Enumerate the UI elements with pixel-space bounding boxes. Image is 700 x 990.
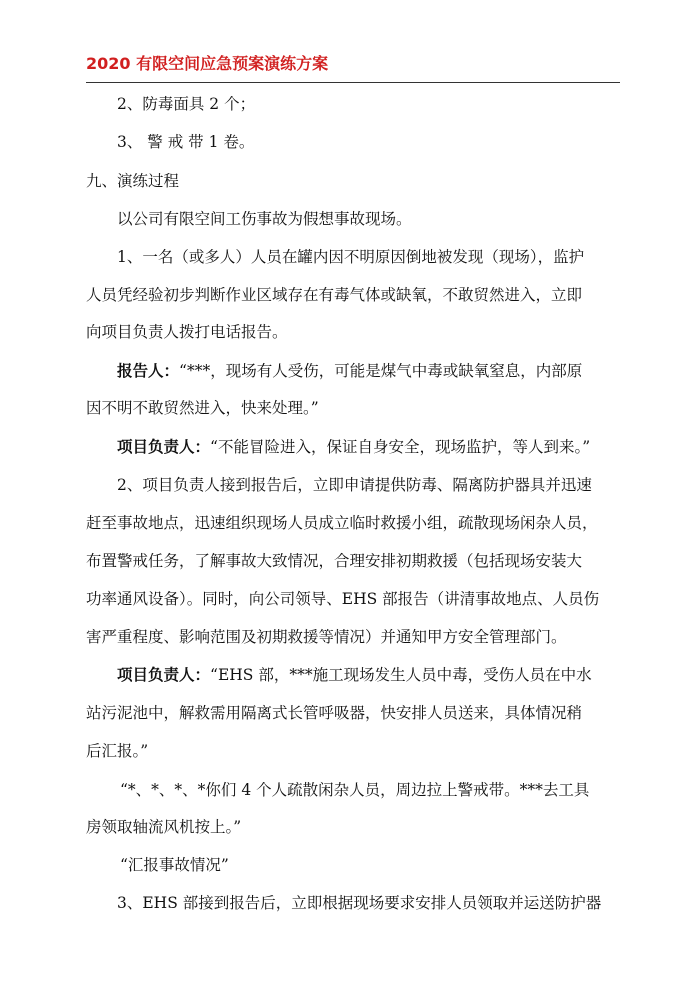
paragraph-2-line-5: 害严重程度、影响范围及初期救援等情况）并通知甲方安全管理部门。 xyxy=(86,628,567,646)
pm-message-line-1 xyxy=(117,665,592,685)
pm-message-line-2: 站污泥池中，解救需用隔离式长管呼吸器，快安排人员送来，具体情况稍 xyxy=(86,704,583,722)
reporter-dialogue-line-1 xyxy=(117,361,582,381)
pm-label: 项目负责人： xyxy=(117,437,211,456)
pm-message-line-3: 后汇报。” xyxy=(86,742,149,760)
paragraph-1-line-1: 1、一名（或多人）人员在罐内因不明原因倒地被发现（现场），监护 xyxy=(117,248,585,266)
reporter-speech: “***，现场有人受伤，可能是煤气中毒或缺氧窒息，内部原 xyxy=(179,362,583,380)
document-header-title: 2020 有限空间应急预案演练方案 xyxy=(86,54,329,73)
reporter-label: 报告人： xyxy=(117,361,180,380)
pm-reply-speech: “不能冒险进入，保证自身安全，现场监护，等人到来。” xyxy=(210,438,591,456)
paragraph-3-line-1: 3、EHS 部接到报告后，立即根据现场要求安排人员领取并运送防护器 xyxy=(117,894,602,912)
drill-intro: 以公司有限空间工伤事故为假想事故现场。 xyxy=(117,210,412,228)
paragraph-2-line-1: 2、项目负责人接到报告后，立即申请提供防毒、隔离防护器具并迅速 xyxy=(117,476,592,494)
equipment-item-2: 2、防毒面具 2 个； xyxy=(117,95,256,113)
paragraph-1-line-2: 人员凭经验初步判断作业区域存在有毒气体或缺氧，不敢贸然进入，立即 xyxy=(86,286,583,304)
pm-label-2: 项目负责人： xyxy=(117,665,211,684)
pm-message-speech: “EHS 部，***施工现场发生人员中毒，受伤人员在中水 xyxy=(210,666,592,684)
equipment-item-3: 3、 警 戒 带 1 卷。 xyxy=(117,133,255,151)
paragraph-2-line-2: 赶至事故地点，迅速组织现场人员成立临时救援小组，疏散现场闲杂人员， xyxy=(86,514,598,532)
paragraph-1-line-3: 向项目负责人拨打电话报告。 xyxy=(86,323,288,341)
paragraph-2-line-4: 功率通风设备）。同时，向公司领导、EHS 部报告（讲清事故地点、人员伤 xyxy=(86,590,600,608)
pm-reply xyxy=(117,437,590,457)
header-divider xyxy=(86,82,620,83)
paragraph-2-line-3: 布置警戒任务，了解事故大致情况，合理安排初期救援（包括现场安装大 xyxy=(86,552,583,570)
report-status-quote: “汇报事故情况” xyxy=(120,856,229,874)
section-heading-9: 九、演练过程 xyxy=(86,172,180,190)
instruction-line-1: “*、*、*、*你们 4 个人疏散闲杂人员，周边拉上警戒带。***去工具 xyxy=(120,781,590,799)
instruction-line-2: 房领取轴流风机按上。” xyxy=(86,818,242,836)
reporter-dialogue-line-2: 因不明不敢贸然进入，快来处理。” xyxy=(86,399,319,417)
